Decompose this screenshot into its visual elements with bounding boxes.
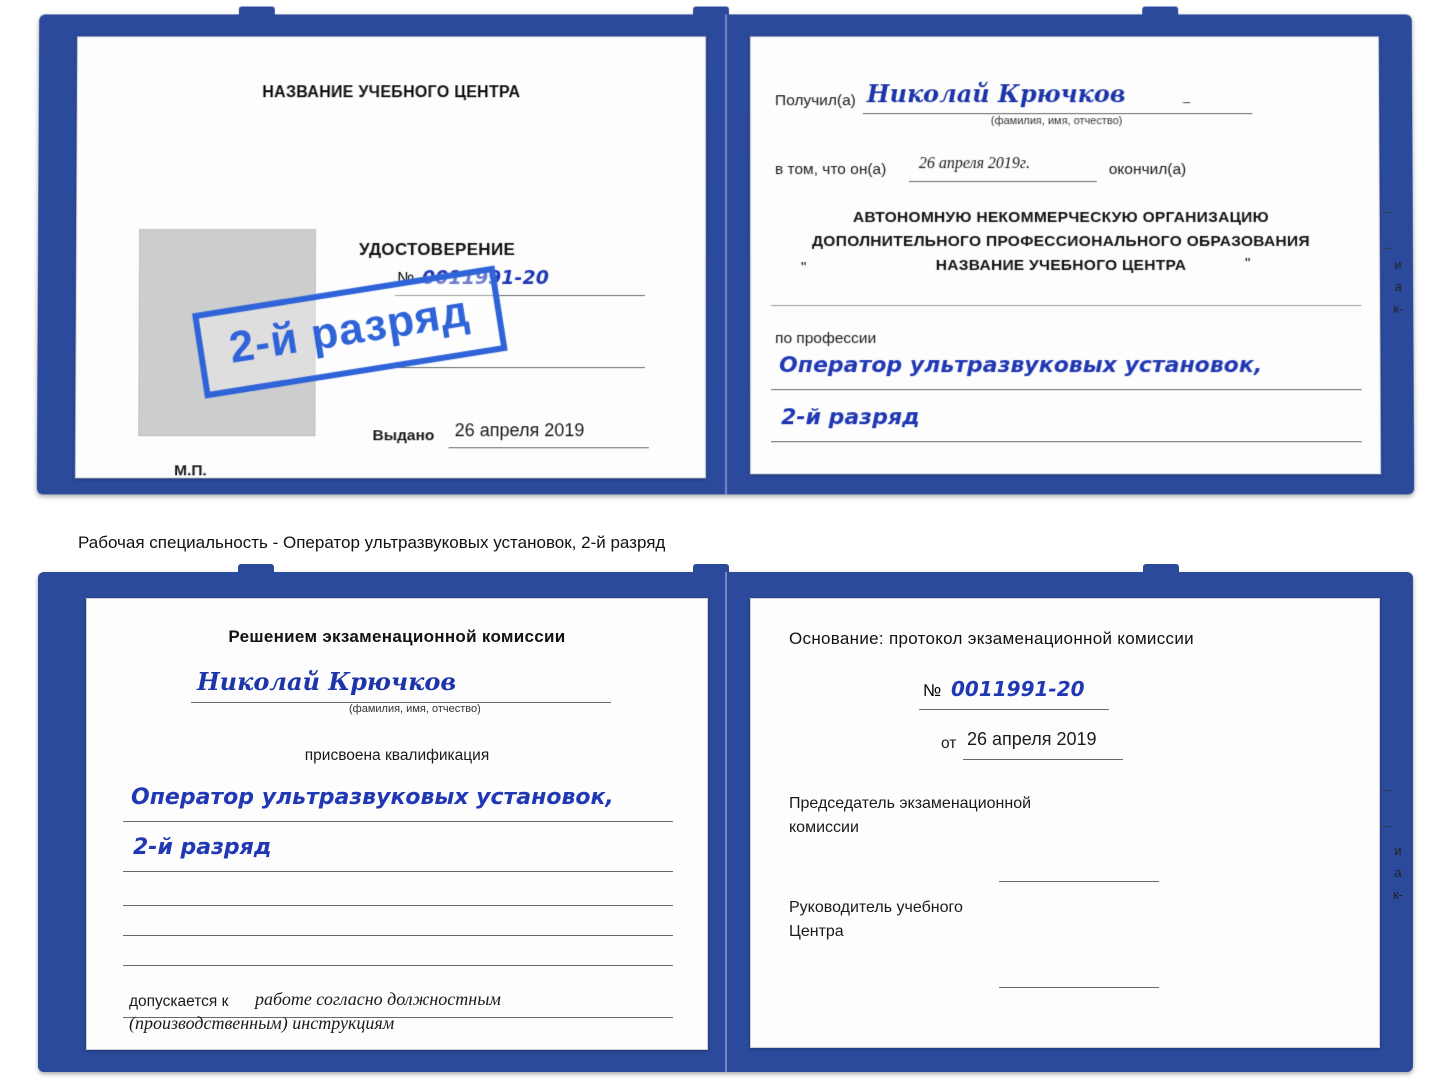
blank-rule-1 (395, 367, 645, 368)
qual-rule-3 (123, 905, 673, 906)
certificate-book-bottom (38, 572, 1413, 1072)
cover-edge-text-top: и а к- (1393, 256, 1404, 317)
qual-rule-1 (123, 821, 673, 822)
cover-tab-left (239, 6, 275, 20)
cover-tab-left-2 (238, 564, 274, 578)
finish-date-rule (909, 181, 1097, 182)
cover-tab-center-2 (693, 564, 729, 578)
protocol-date-rule (963, 759, 1123, 760)
name-hint-top: (фамилия, имя, отчество) (990, 115, 1123, 128)
rank-value-bottom: 2-й разряд (133, 835, 272, 860)
qual-rule-2 (123, 871, 673, 872)
admit-value-line1: работе согласно должностным (255, 989, 501, 1009)
name-hint-bottom: (фамилия, имя, отчество) (349, 703, 481, 715)
issued-label: Выдано (372, 427, 435, 445)
protocol-date: 26 апреля 2019 (967, 729, 1097, 749)
page-top-right (750, 36, 1381, 474)
chairman-signature-rule (999, 881, 1159, 882)
org-line-3: НАЗВАНИЕ УЧЕБНОГО ЦЕНТРА (935, 256, 1187, 275)
profession-value: Оператор ультразвуковых установок, (779, 353, 1263, 379)
org-quote-open: " (801, 258, 807, 277)
page-bottom-left (86, 598, 708, 1050)
protocol-number-sign: № (923, 681, 942, 700)
cover-edge-dashes-top: – – (1383, 204, 1391, 255)
qual-rule-4 (123, 935, 673, 936)
finish-date: 26 апреля 2019г. (918, 155, 1030, 173)
issued-date-rule (449, 447, 649, 448)
received-label: Получил(а) (774, 92, 856, 110)
number-sign: № (396, 270, 415, 288)
training-center-title: НАЗВАНИЕ УЧЕБНОГО ЦЕНТРА (262, 84, 521, 102)
rank-stamp: 2-й разряд (192, 266, 508, 399)
org-rule (771, 305, 1361, 306)
image-caption: Рабочая специальность - Оператор ультразвуковых установок, 2-й разряд (78, 533, 666, 552)
page-top-left (75, 36, 706, 478)
qualification-label: присвоена квалификация (304, 747, 490, 764)
head-label-line2: Центра (789, 923, 844, 940)
head-signature-rule (999, 987, 1159, 988)
issued-date: 26 апреля 2019 (454, 420, 585, 441)
admit-value-line2: (производственным) инструкциям (129, 1013, 395, 1033)
cover-edge-text-bottom: и а к- (1392, 843, 1404, 902)
profession-label: по профессии (775, 330, 877, 348)
cover-tab-right-2 (1143, 564, 1179, 578)
protocol-number-rule (919, 709, 1109, 710)
cover-tab-right (1142, 6, 1178, 20)
org-line-2: ДОПОЛНИТЕЛЬНОГО ПРОФЕССИОНАЛЬНОГО ОБРАЗОВАНИЯ (812, 233, 1310, 251)
page-bottom-right (750, 598, 1380, 1048)
holder-name: Николай Крючков (197, 667, 457, 696)
rank-rule (771, 441, 1362, 442)
that-he-label: в том, что он(а) (774, 161, 887, 179)
head-label-line1: Руководитель учебного (789, 899, 963, 916)
document-title: УДОСТОВЕРЕНИЕ (358, 240, 516, 259)
cover-tab-center (693, 6, 729, 20)
rank-value-top: 2-й разряд (781, 405, 920, 431)
basis-label: Основание: протокол экзаменационной комиссии (789, 629, 1194, 648)
admit-label: допускается к (129, 993, 229, 1010)
qual-rule-5 (123, 965, 673, 966)
commission-decision-heading: Решением экзаменационной комиссии (228, 627, 566, 646)
chairman-label-line2: комиссии (789, 819, 859, 836)
from-label: от (941, 735, 957, 752)
seal-label: М.П. (174, 462, 207, 480)
cover-edge-dash-single: – (1182, 94, 1191, 110)
certificate-number: 0011991-20 (421, 267, 549, 290)
chairman-label-line1: Председатель экзаменационной (789, 795, 1032, 812)
protocol-number: 0011991-20 (951, 677, 1085, 701)
cover-edge-dashes-bottom: – – (1383, 782, 1391, 833)
recipient-name: Николай Крючков (866, 79, 1126, 109)
profession-rule (771, 389, 1362, 390)
qualification-value: Оператор ультразвуковых установок, (131, 785, 614, 810)
finished-label: окончил(a) (1108, 161, 1187, 179)
org-quote-close: " (1245, 254, 1251, 273)
certificate-book-top (37, 14, 1414, 494)
org-line-1: АВТОНОМНУЮ НЕКОММЕРЧЕСКУЮ ОРГАНИЗАЦИЮ (852, 209, 1269, 227)
